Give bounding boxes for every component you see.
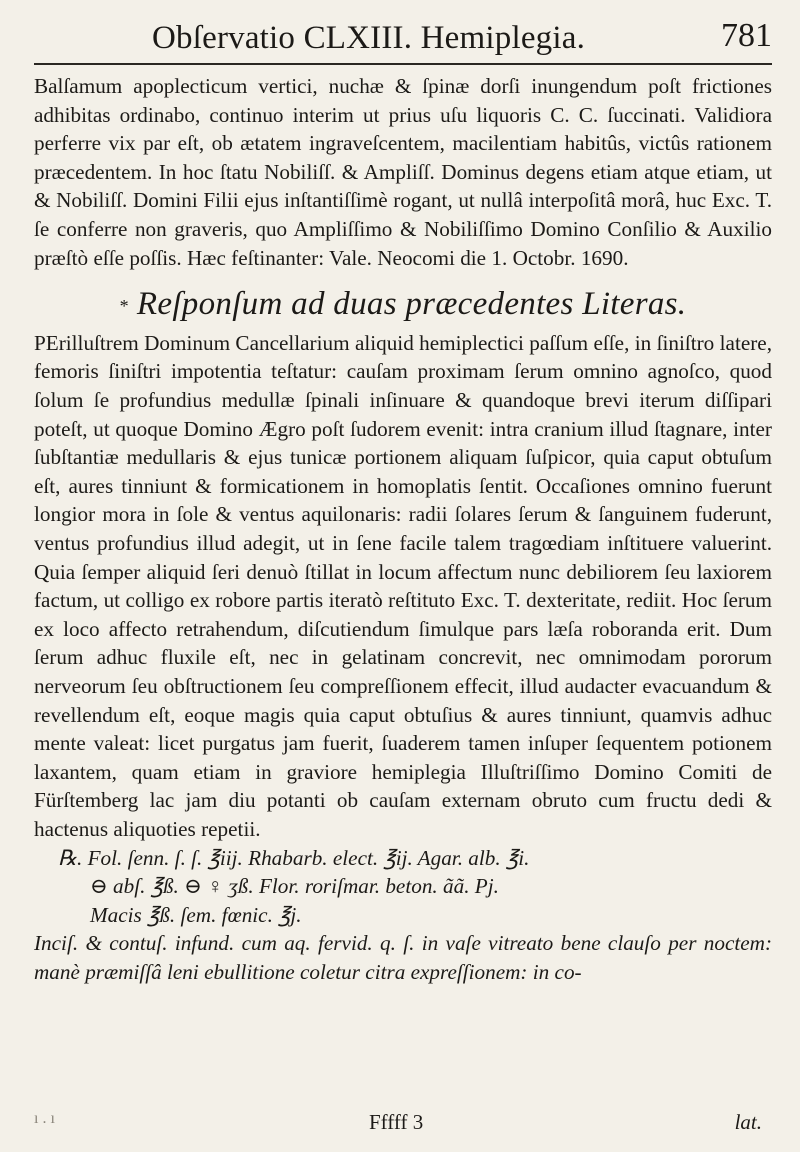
running-title: Obſervatio CLXIII. Hemiplegia. bbox=[152, 20, 586, 56]
margin-mark: ı . ı bbox=[34, 1110, 55, 1127]
asterisk-mark: * bbox=[119, 296, 129, 317]
paragraph-response: PErilluſtrem Dominum Cancellarium aliquid hemiplectici paſſum eſſe, in ſiniſtro latere, femoris ſiniſtri impotentia teſtatur: cauſam proximam ſerum omnino agnoſco, quod ſolum ſe profundius medullæ ſpinali inſinuare & quandoque brevi iterum diſſipari poteſt, ut quoque Domino Ægro poſt ſudorem evenit: intra cranium illud ſtagnare, inter ſubſtantiæ medullaris & ejus tunicæ portionem aliquam ſuſpicor, quia caput obtuſum eſt, aures tinniunt & formicationem in homoplatis ſentit. Occaſiones omnino fuerunt longior mora in ſole & ventus aquilonaris: radii ſolares ſerum & ſanguinem fuderunt, ventus profundius illud adegit, ut in ſene facile talem tragœdiam inſtituere valuerint. Quia ſemper aliquid ſeri denuò ſtillat in locum affectum nunc debiliorem ſeu laxiorem factum, ut colligo ex robore partis iteratò reſtituto Exc. T. dexteritate, rediit. Hoc ſerum ex loco affecto retrahendum, diſcutiendum ſimulque pars læſa roboranda erit. Dum ſerum adhuc fluxile eſt, nec in gelatinam concrevit, nec omnimodam pororum nerveorum ſeu obſtructionem ſeu compreſſionem effecit, illud audacter evacuandum & revellendum eſt, eoque magis quia caput obtuſius & aures tinniunt, quamvis adhuc mente valeat: licet purgatus jam fuerit, ſuaderem tamen inſuper ſequentem potionem laxantem, quam etiam in graviore hemiplegia Illuſtriſſimo Domino Comiti de Fürſtemberg lac jam diu potanti ob cauſam externam obruto cum fructu dedi & hactenus aliquoties repetii. bbox=[34, 330, 772, 841]
page-number: 781 bbox=[721, 17, 772, 54]
main-text bbox=[34, 72, 772, 987]
signature-mark: Fffff 3 bbox=[369, 1110, 424, 1134]
paragraph-instructions-text: Inciſ. & contuſ. infund. cum aq. fervid. q. ſ. in vaſe vitreato bene clauſo per noctem: manè præmiſſâ leni ebullitione coletur citra expreſſionem: in co- bbox=[34, 931, 772, 984]
section-heading-text: Reſponſum ad duas præcedentes Literas. bbox=[136, 286, 687, 323]
recipe-line-3-text: Macis ℥ß. ſem. fœnic. ℥j. bbox=[90, 902, 302, 927]
paragraph-letter-end: Balſamum apoplecticum vertici, nuchæ & ſpinæ dorſi inungendum poſt frictiones adhibitas ordinabo, continuo interim ut prius uſu liquoris C. C. ſuccinati. Validiora perferre vix par eſt, ob ætatem ingraveſcentem, macilentiam habitûs, victûs rationem præcedentem. In hoc ſtatu Nobiliſſ. & Ampliſſ. Dominus degens etiam atque etiam, ut & Nobiliſſ. Domini Filii ejus inſtantiſſimè rogant, ut nullâ interpoſitâ morâ, huc Exc. T. ſe conferre non graveris, quo Ampliſſimo & Nobiliſſimo Domino Conſilio & Auxilio præſtò eſſe poſſis. Hæc feſtinanter: Vale. Neocomi die 1. Octobr. 1690. bbox=[34, 74, 772, 270]
recipe-line-2-text: ⊖ abſ. ℥ß. ⊖ ♀ ʒß. Flor. roriſmar. beton. ãã. Pj. bbox=[90, 874, 499, 899]
page-footer bbox=[34, 1110, 772, 1140]
paragraph-instructions bbox=[34, 929, 772, 986]
recipe-line-1-text: ℞. Fol. ſenn. ſ. ſ. ℥iij. Rhabarb. elect. ℥ij. Agar. alb. ℥i. bbox=[58, 845, 530, 870]
recipe-line-2 bbox=[34, 872, 772, 901]
running-header bbox=[34, 0, 772, 64]
recipe-line-3 bbox=[34, 901, 772, 930]
catchword: lat. bbox=[734, 1110, 762, 1134]
header-rule bbox=[34, 63, 772, 65]
recipe-line-1 bbox=[34, 844, 772, 873]
section-heading bbox=[34, 286, 772, 323]
